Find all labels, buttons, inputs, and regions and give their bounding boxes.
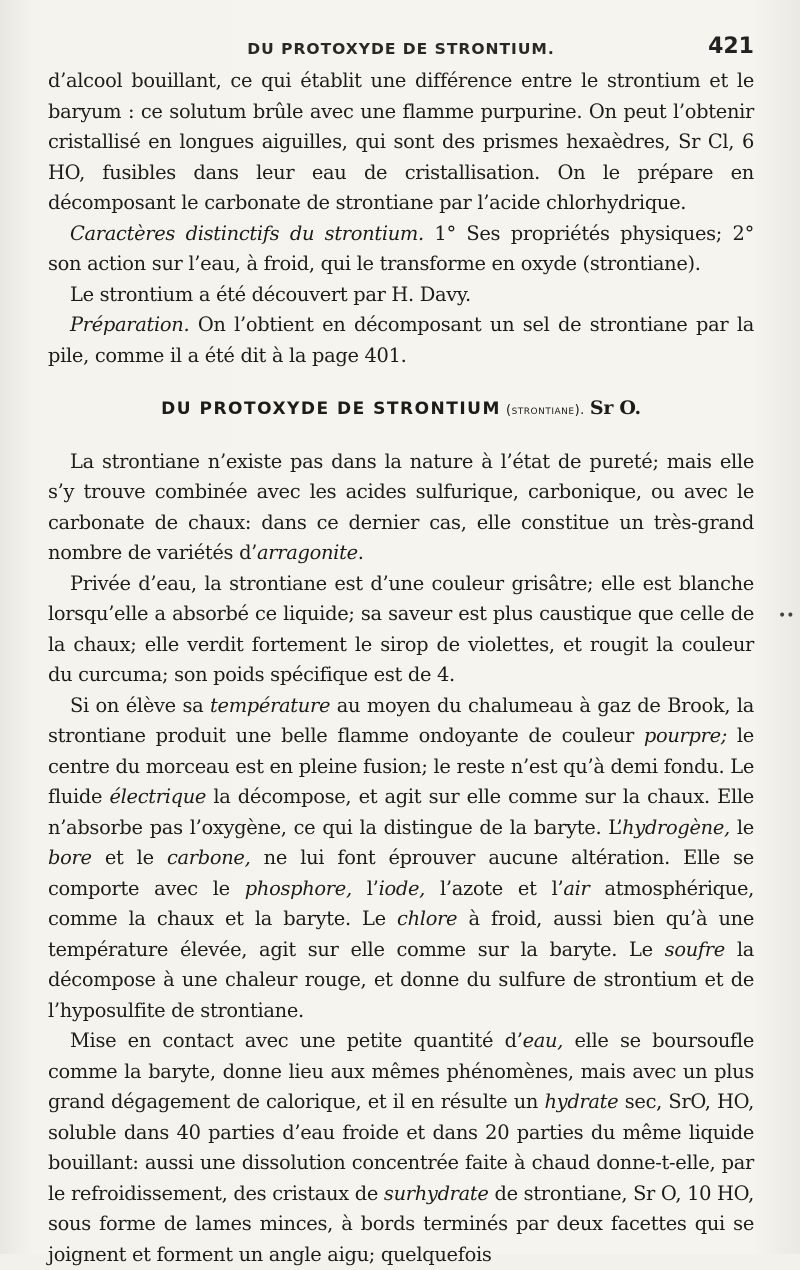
text-run: ne lui font éprouver aucune altération. Elle se comporte avec le (48, 846, 754, 900)
italic-run: hydrogène, (622, 815, 730, 839)
italic-run: arragonite (257, 541, 358, 564)
text-run: le centre du morceau est en pleine fusion; le reste n’est qu’à demi fondu. Le fluide (48, 724, 754, 808)
text-run: . (357, 541, 364, 564)
paragraph-discovery: Le strontium a été découvert par H. Davy. (70, 282, 471, 306)
text-run: La strontiane n’existe pas dans la nature à l’état de pureté; mais elle s’y trouve combinée avec les acides sulfurique, carbonique, ou avec le carbonate de chaux: dans ce dernier cas, elle constitue un très-grand nombre de variétés d’ (48, 449, 754, 564)
text-run: l’azote et l’ (425, 876, 564, 900)
text-run: Mise en contact avec une petite quantité d’ (70, 1029, 523, 1052)
text-run: de strontiane, Sr O, 10 HO, sous forme de lames minces, à bords terminés par deux facettes qui se joignent et forment un angle aigu; quelquefois (48, 1181, 754, 1266)
italic-run: électrique (109, 785, 207, 808)
section-heading (48, 393, 754, 427)
italic-run: surhydrate (383, 1181, 489, 1205)
page-body (48, 66, 754, 1270)
italic-run: bore (48, 846, 92, 869)
text-run: l’ (351, 876, 379, 900)
italic-run: chlore (397, 907, 458, 930)
italic-run: iode, (378, 876, 425, 900)
text-run: la décompose à une chaleur rouge, et donne du sulfure de strontium et de l’hyposulfite de strontiane. (48, 937, 755, 1022)
italic-run: phosphore, (244, 876, 352, 900)
text-run: au moyen du chalumeau à gaz de Brook, la strontiane produit une belle flamme ondoyante de couleur (48, 693, 754, 747)
paragraph-water-contact (48, 1026, 754, 1270)
paragraph-preparation (48, 310, 754, 371)
heading-formula: Sr O. (589, 397, 641, 419)
paragraph-temperature (48, 691, 754, 1027)
paragraph-continuation: d’alcool bouillant, ce qui établit une différence entre le strontium et le baryum : ce solutum brûle avec une flamme purpurine. On peut l’obtenir cristallisé en longues aiguilles, qui sont des prismes hexaèdres, Sr Cl, 6 HO, fusibles dans leur eau de cristallisation. On le prépare en décomposant le carbonate de strontiane par l’acide chlorhydrique. (48, 69, 754, 214)
italic-run: air (563, 876, 590, 900)
italic-run: eau, (522, 1029, 564, 1052)
page-number: 421 (708, 34, 754, 59)
page-header (48, 34, 754, 68)
italic-run: carbone, (166, 846, 251, 869)
italic-run: pourpre; (643, 724, 727, 747)
text-run: la décompose, et agit sur elle comme sur la chaux. Elle n’absorbe pas l’oxygène, ce qui la distingue de la baryte. L’ (48, 785, 754, 839)
italic-run: hydrate (544, 1090, 619, 1113)
text-run: 1° Ses propriétés physiques; 2° son action sur l’eau, à froid, qui le transforme en oxyde (strontiane). (48, 221, 754, 275)
running-title: DU PROTOXYDE DE STRONTIUM. (247, 40, 555, 58)
text-run: atmosphérique, comme la chaux et la baryte. Le (48, 876, 755, 930)
text-run: elle se boursoufle comme la baryte, donne lieu aux mêmes phénomènes, mais avec un plus grand dégagement de calorique, et il en résulte un (48, 1029, 754, 1113)
text-run: le (729, 815, 754, 839)
text-run: Si on élève sa (70, 693, 211, 717)
heading-subtitle: (strontiane). (506, 403, 585, 418)
text-run: à froid, aussi bien qu’à une température élevée, agit sur elle comme sur la baryte. Le (48, 907, 754, 961)
paragraph-properties: Privée d’eau, la strontiane est d’une couleur grisâtre; elle est blanche lorsqu’elle a absorbé ce liquide; sa saveur est plus caustique que celle de la chaux; elle verdit fortement le sirop de violettes, et rougit la couleur du curcuma; son poids spécifique est de 4. (48, 571, 754, 686)
italic-run: température (210, 693, 331, 717)
italic-run: Préparation. (70, 313, 190, 336)
italic-run: Caractères distinctifs du strontium. (70, 221, 424, 245)
italic-run: soufre (664, 937, 725, 961)
heading-title: DU PROTOXYDE DE STRONTIUM (161, 399, 501, 419)
paragraph-distinctive-characters (48, 219, 754, 280)
text-run: On l’obtient en décomposant un sel de strontiane par la pile, comme il a été dit à la page 401. (48, 313, 754, 367)
text-run: et le (91, 846, 167, 869)
text-run: sec, SrO, HO, soluble dans 40 parties d’eau froide et dans 20 parties du même liquide bouillant: aussi une dissolution concentrée faite à chaud donne-t-elle, par le refroidissement, des cristaux de (48, 1090, 754, 1205)
paragraph-occurrence (48, 447, 754, 569)
ink-speck-mark: •• (778, 608, 795, 624)
